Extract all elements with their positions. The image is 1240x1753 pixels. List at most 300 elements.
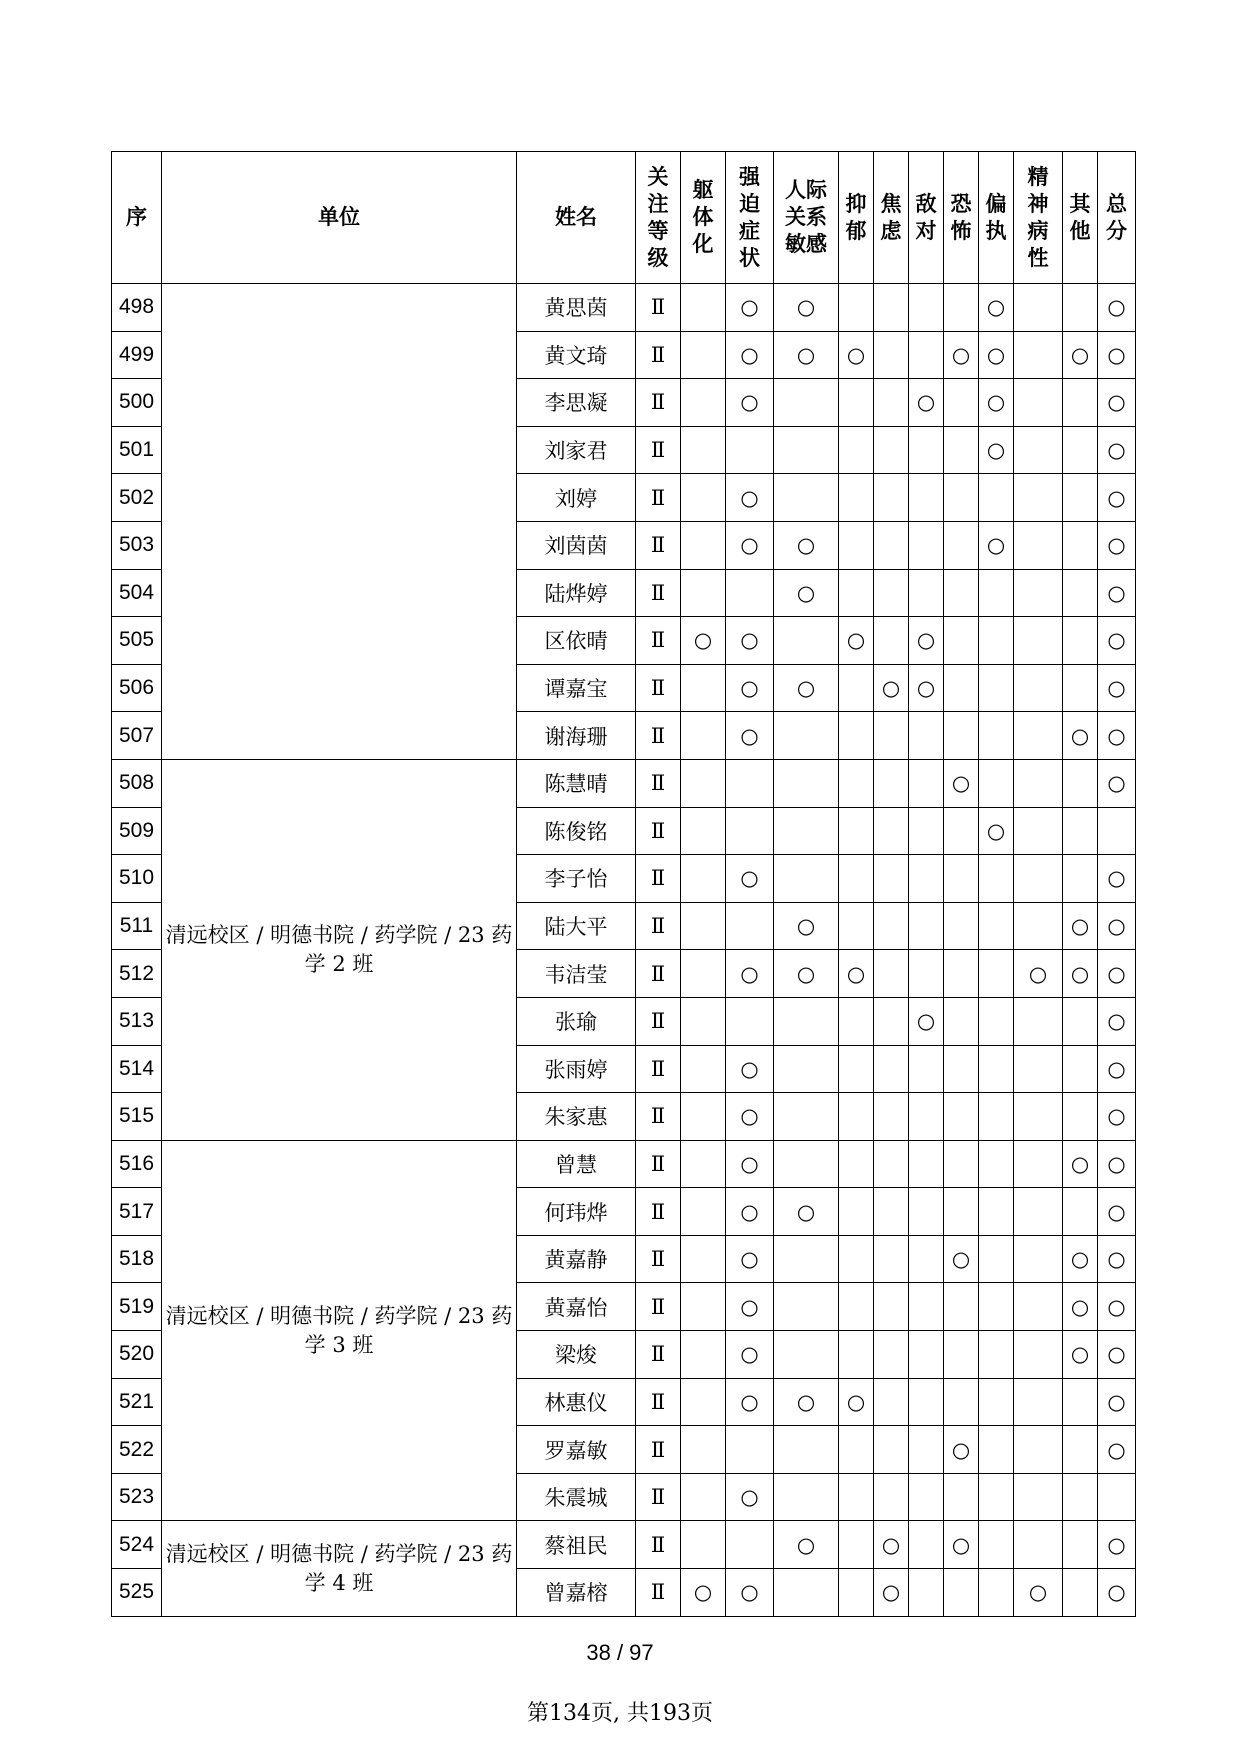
grade-cell: Ⅱ xyxy=(636,1235,681,1283)
mark-cell xyxy=(839,1331,874,1379)
seq-cell: 506 xyxy=(112,664,162,712)
mark-cell xyxy=(874,1473,909,1521)
mark-cell xyxy=(1014,1521,1063,1569)
mark-cell: ○ xyxy=(726,1331,774,1379)
mark-cell xyxy=(774,379,839,427)
mark-cell xyxy=(774,1235,839,1283)
header-unit xyxy=(162,152,517,284)
mark-cell xyxy=(944,521,979,569)
name-cell: 张瑜 xyxy=(517,997,636,1045)
mark-cell: ○ xyxy=(979,426,1014,474)
mark-cell xyxy=(979,1521,1014,1569)
name-cell: 陈慧晴 xyxy=(517,759,636,807)
mark-cell: ○ xyxy=(1098,474,1136,522)
attention-table xyxy=(111,151,1136,1617)
mark-cell xyxy=(726,426,774,474)
seq-cell: 514 xyxy=(112,1045,162,1093)
header-line: 病 xyxy=(1027,218,1049,243)
header-line: 注 xyxy=(647,191,669,216)
mark-cell xyxy=(874,617,909,665)
mark-cell xyxy=(909,474,944,522)
header-depression xyxy=(839,152,874,284)
name-cell: 刘茵茵 xyxy=(517,521,636,569)
header-line: 精 xyxy=(1027,164,1049,189)
mark-cell xyxy=(874,331,909,379)
mark-cell xyxy=(1063,426,1098,474)
mark-cell: ○ xyxy=(726,1188,774,1236)
mark-cell xyxy=(874,284,909,332)
mark-cell xyxy=(839,855,874,903)
mark-cell: ○ xyxy=(839,331,874,379)
mark-cell xyxy=(839,474,874,522)
mark-cell xyxy=(1014,902,1063,950)
mark-cell: ○ xyxy=(726,1378,774,1426)
mark-cell xyxy=(839,1473,874,1521)
mark-cell: ○ xyxy=(1098,950,1136,998)
mark-cell xyxy=(726,807,774,855)
mark-cell xyxy=(874,807,909,855)
mark-cell xyxy=(979,1569,1014,1617)
mark-cell xyxy=(774,1283,839,1331)
grade-cell: Ⅱ xyxy=(636,331,681,379)
mark-cell: ○ xyxy=(774,664,839,712)
mark-cell xyxy=(909,902,944,950)
mark-cell xyxy=(979,1045,1014,1093)
mark-cell xyxy=(944,1378,979,1426)
seq-cell: 523 xyxy=(112,1473,162,1521)
mark-cell xyxy=(839,1188,874,1236)
seq-cell: 510 xyxy=(112,855,162,903)
header-interpersonal xyxy=(774,152,839,284)
header-line: 性 xyxy=(1027,245,1049,270)
mark-cell: ○ xyxy=(979,284,1014,332)
header-line: 体 xyxy=(692,205,714,229)
mark-cell xyxy=(1014,855,1063,903)
name-cell: 朱震城 xyxy=(517,1473,636,1521)
mark-cell: ○ xyxy=(1098,1521,1136,1569)
mark-cell: ○ xyxy=(1063,1283,1098,1331)
mark-cell xyxy=(1063,664,1098,712)
mark-cell: ○ xyxy=(726,1569,774,1617)
mark-cell xyxy=(944,426,979,474)
mark-cell xyxy=(774,855,839,903)
mark-cell xyxy=(874,1283,909,1331)
mark-cell: ○ xyxy=(1098,1140,1136,1188)
seq-cell: 503 xyxy=(112,521,162,569)
mark-cell xyxy=(774,617,839,665)
mark-cell xyxy=(839,284,874,332)
mark-cell: ○ xyxy=(909,379,944,427)
name-cell: 李思凝 xyxy=(517,379,636,427)
seq-cell: 500 xyxy=(112,379,162,427)
grade-cell: Ⅱ xyxy=(636,1045,681,1093)
mark-cell xyxy=(944,1093,979,1141)
unit-cell: 清远校区 / 明德书院 / 药学院 / 23 药学 2 班 xyxy=(162,759,517,1140)
header-line: 怖 xyxy=(950,218,972,243)
seq-cell: 513 xyxy=(112,997,162,1045)
mark-cell: ○ xyxy=(944,1235,979,1283)
mark-cell xyxy=(681,1521,726,1569)
mark-cell xyxy=(1063,474,1098,522)
mark-cell xyxy=(909,759,944,807)
seq-cell: 498 xyxy=(112,284,162,332)
mark-cell: ○ xyxy=(874,1569,909,1617)
grade-cell: Ⅱ xyxy=(636,855,681,903)
mark-cell xyxy=(874,569,909,617)
mark-cell: ○ xyxy=(874,664,909,712)
mark-cell xyxy=(774,1331,839,1379)
header-line: 关 xyxy=(647,164,669,189)
mark-cell xyxy=(874,1378,909,1426)
mark-cell xyxy=(944,712,979,760)
mark-cell: ○ xyxy=(1098,1283,1136,1331)
header-line: 症 xyxy=(739,218,760,243)
mark-cell xyxy=(1014,1426,1063,1474)
mark-cell xyxy=(944,950,979,998)
mark-cell xyxy=(979,569,1014,617)
mark-cell xyxy=(681,474,726,522)
mark-cell xyxy=(874,1140,909,1188)
mark-cell xyxy=(1063,1569,1098,1617)
mark-cell xyxy=(874,1235,909,1283)
mark-cell xyxy=(874,1045,909,1093)
mark-cell xyxy=(909,331,944,379)
seq-cell: 524 xyxy=(112,1521,162,1569)
mark-cell xyxy=(909,284,944,332)
mark-cell xyxy=(1063,1188,1098,1236)
mark-cell xyxy=(874,855,909,903)
mark-cell xyxy=(726,1521,774,1569)
mark-cell xyxy=(1014,712,1063,760)
mark-cell xyxy=(839,1569,874,1617)
seq-cell: 518 xyxy=(112,1235,162,1283)
mark-cell: ○ xyxy=(874,1521,909,1569)
mark-cell xyxy=(1014,759,1063,807)
mark-cell xyxy=(681,1473,726,1521)
mark-cell: ○ xyxy=(1014,1569,1063,1617)
grade-cell: Ⅱ xyxy=(636,1140,681,1188)
grade-cell: Ⅱ xyxy=(636,1569,681,1617)
mark-cell xyxy=(874,759,909,807)
mark-cell: ○ xyxy=(909,664,944,712)
mark-cell xyxy=(839,521,874,569)
mark-cell xyxy=(1014,1331,1063,1379)
name-cell: 黄思茵 xyxy=(517,284,636,332)
seq-cell: 508 xyxy=(112,759,162,807)
mark-cell: ○ xyxy=(1098,902,1136,950)
seq-cell: 516 xyxy=(112,1140,162,1188)
seq-cell: 504 xyxy=(112,569,162,617)
mark-cell: ○ xyxy=(774,950,839,998)
mark-cell: ○ xyxy=(726,950,774,998)
mark-cell: ○ xyxy=(774,902,839,950)
mark-cell: ○ xyxy=(726,712,774,760)
mark-cell xyxy=(874,1426,909,1474)
header-obsessive xyxy=(726,152,774,284)
mark-cell xyxy=(681,1283,726,1331)
mark-cell xyxy=(839,1283,874,1331)
mark-cell: ○ xyxy=(1063,1235,1098,1283)
header-line: 对 xyxy=(915,218,937,243)
mark-cell xyxy=(681,997,726,1045)
seq-cell: 512 xyxy=(112,950,162,998)
mark-cell xyxy=(874,997,909,1045)
mark-cell: ○ xyxy=(944,1426,979,1474)
name-cell: 区依晴 xyxy=(517,617,636,665)
mark-cell xyxy=(1063,1045,1098,1093)
grade-cell: Ⅱ xyxy=(636,569,681,617)
mark-cell xyxy=(774,807,839,855)
mark-cell: ○ xyxy=(1098,379,1136,427)
mark-cell xyxy=(1014,426,1063,474)
mark-cell: ○ xyxy=(979,521,1014,569)
mark-cell xyxy=(681,712,726,760)
grade-cell: Ⅱ xyxy=(636,1378,681,1426)
header-line: 总 xyxy=(1106,191,1127,216)
mark-cell xyxy=(909,855,944,903)
mark-cell xyxy=(944,1569,979,1617)
seq-cell: 502 xyxy=(112,474,162,522)
table-row xyxy=(112,284,1136,332)
mark-cell: ○ xyxy=(944,759,979,807)
mark-cell xyxy=(909,1521,944,1569)
mark-cell: ○ xyxy=(774,331,839,379)
mark-cell xyxy=(681,1093,726,1141)
seq-cell: 517 xyxy=(112,1188,162,1236)
grade-cell: Ⅱ xyxy=(636,379,681,427)
mark-cell: ○ xyxy=(726,521,774,569)
header-seq xyxy=(112,152,162,284)
grade-cell: Ⅱ xyxy=(636,664,681,712)
mark-cell xyxy=(944,664,979,712)
mark-cell: ○ xyxy=(726,617,774,665)
header-paranoid xyxy=(979,152,1014,284)
mark-cell: ○ xyxy=(726,474,774,522)
mark-cell xyxy=(681,1331,726,1379)
name-cell: 罗嘉敏 xyxy=(517,1426,636,1474)
name-cell: 林惠仪 xyxy=(517,1378,636,1426)
mark-cell xyxy=(839,1426,874,1474)
mark-cell: ○ xyxy=(1098,426,1136,474)
mark-cell: ○ xyxy=(1063,331,1098,379)
mark-cell xyxy=(681,379,726,427)
mark-cell xyxy=(979,855,1014,903)
mark-cell xyxy=(944,284,979,332)
mark-cell xyxy=(839,1521,874,1569)
header-line: 执 xyxy=(985,218,1007,243)
mark-cell xyxy=(979,997,1014,1045)
mark-cell xyxy=(874,426,909,474)
mark-cell xyxy=(1063,807,1098,855)
mark-cell xyxy=(774,1473,839,1521)
mark-cell xyxy=(909,1045,944,1093)
mark-cell xyxy=(1014,997,1063,1045)
mark-cell xyxy=(874,521,909,569)
seq-cell: 525 xyxy=(112,1569,162,1617)
name-cell: 谭嘉宝 xyxy=(517,664,636,712)
mark-cell xyxy=(839,664,874,712)
mark-cell xyxy=(979,1188,1014,1236)
seq-cell: 509 xyxy=(112,807,162,855)
mark-cell xyxy=(979,902,1014,950)
mark-cell: ○ xyxy=(774,521,839,569)
mark-cell xyxy=(681,664,726,712)
name-cell: 曾嘉榕 xyxy=(517,1569,636,1617)
mark-cell xyxy=(681,1378,726,1426)
mark-cell xyxy=(979,664,1014,712)
mark-cell xyxy=(839,1235,874,1283)
mark-cell xyxy=(774,997,839,1045)
header-line: 等 xyxy=(647,218,669,243)
mark-cell xyxy=(839,759,874,807)
mark-cell xyxy=(1063,997,1098,1045)
name-cell: 谢海珊 xyxy=(517,712,636,760)
header-somatization xyxy=(681,152,726,284)
mark-cell xyxy=(774,1569,839,1617)
mark-cell xyxy=(979,1283,1014,1331)
mark-cell xyxy=(944,474,979,522)
seq-cell: 501 xyxy=(112,426,162,474)
mark-cell xyxy=(944,379,979,427)
mark-cell xyxy=(839,426,874,474)
mark-cell: ○ xyxy=(1098,759,1136,807)
grade-cell: Ⅱ xyxy=(636,426,681,474)
header-hostility xyxy=(909,152,944,284)
mark-cell xyxy=(979,1473,1014,1521)
mark-cell xyxy=(1063,379,1098,427)
mark-cell xyxy=(909,1331,944,1379)
mark-cell: ○ xyxy=(909,997,944,1045)
mark-cell xyxy=(979,1140,1014,1188)
table-body xyxy=(112,284,1136,1617)
mark-cell xyxy=(1014,331,1063,379)
mark-cell xyxy=(1014,807,1063,855)
mark-cell: ○ xyxy=(726,1045,774,1093)
unit-cell: 清远校区 / 明德书院 / 药学院 / 23 药学 4 班 xyxy=(162,1521,517,1616)
mark-cell: ○ xyxy=(726,284,774,332)
mark-cell xyxy=(839,712,874,760)
mark-cell xyxy=(726,997,774,1045)
mark-cell xyxy=(1014,1235,1063,1283)
mark-cell xyxy=(839,807,874,855)
mark-cell xyxy=(944,1045,979,1093)
mark-cell xyxy=(681,426,726,474)
mark-cell: ○ xyxy=(726,379,774,427)
mark-cell: ○ xyxy=(774,1378,839,1426)
grade-cell: Ⅱ xyxy=(636,712,681,760)
mark-cell: ○ xyxy=(1098,1045,1136,1093)
mark-cell xyxy=(681,855,726,903)
mark-cell xyxy=(681,331,726,379)
mark-cell xyxy=(1063,1521,1098,1569)
mark-cell xyxy=(839,997,874,1045)
mark-cell xyxy=(839,1140,874,1188)
mark-cell xyxy=(774,712,839,760)
mark-cell xyxy=(909,1235,944,1283)
mark-cell xyxy=(1014,1283,1063,1331)
mark-cell xyxy=(681,1045,726,1093)
grade-cell: Ⅱ xyxy=(636,902,681,950)
mark-cell xyxy=(1014,379,1063,427)
mark-cell xyxy=(944,1188,979,1236)
mark-cell xyxy=(874,1188,909,1236)
mark-cell xyxy=(874,950,909,998)
mark-cell: ○ xyxy=(1098,331,1136,379)
name-cell: 刘家君 xyxy=(517,426,636,474)
mark-cell xyxy=(979,1093,1014,1141)
mark-cell xyxy=(909,1188,944,1236)
mark-cell: ○ xyxy=(1063,712,1098,760)
grade-cell: Ⅱ xyxy=(636,284,681,332)
header-phobic xyxy=(944,152,979,284)
header-line: 姓名 xyxy=(555,205,597,229)
mark-cell: ○ xyxy=(681,1569,726,1617)
mark-cell xyxy=(909,1378,944,1426)
mark-cell xyxy=(909,569,944,617)
mark-cell xyxy=(1014,1093,1063,1141)
mark-cell xyxy=(839,379,874,427)
mark-cell: ○ xyxy=(726,1140,774,1188)
mark-cell xyxy=(681,284,726,332)
mark-cell xyxy=(839,1093,874,1141)
header-anxiety xyxy=(874,152,909,284)
mark-cell xyxy=(1063,1473,1098,1521)
mark-cell: ○ xyxy=(1063,902,1098,950)
name-cell: 黄嘉怡 xyxy=(517,1283,636,1331)
mark-cell xyxy=(839,902,874,950)
grade-cell: Ⅱ xyxy=(636,521,681,569)
mark-cell xyxy=(909,950,944,998)
mark-cell xyxy=(874,474,909,522)
mark-cell xyxy=(874,1093,909,1141)
name-cell: 李子怡 xyxy=(517,855,636,903)
mark-cell xyxy=(944,1473,979,1521)
mark-cell: ○ xyxy=(1098,1093,1136,1141)
mark-cell xyxy=(1014,1378,1063,1426)
mark-cell xyxy=(1063,1426,1098,1474)
mark-cell: ○ xyxy=(774,1521,839,1569)
mark-cell xyxy=(909,1283,944,1331)
mark-cell: ○ xyxy=(839,617,874,665)
table-row xyxy=(112,759,1136,807)
name-cell: 何玮烨 xyxy=(517,1188,636,1236)
grade-cell: Ⅱ xyxy=(636,1473,681,1521)
mark-cell xyxy=(979,1235,1014,1283)
name-cell: 陈俊铭 xyxy=(517,807,636,855)
mark-cell xyxy=(944,855,979,903)
grade-cell: Ⅱ xyxy=(636,1283,681,1331)
name-cell: 梁焌 xyxy=(517,1331,636,1379)
mark-cell xyxy=(944,1140,979,1188)
mark-cell xyxy=(1014,474,1063,522)
mark-cell xyxy=(774,1045,839,1093)
header-line: 焦 xyxy=(880,191,902,216)
mark-cell xyxy=(874,712,909,760)
mark-cell xyxy=(681,569,726,617)
name-cell: 陆大平 xyxy=(517,902,636,950)
mark-cell xyxy=(726,902,774,950)
mark-cell: ○ xyxy=(1098,712,1136,760)
seq-cell: 511 xyxy=(112,902,162,950)
header-line: 其 xyxy=(1069,191,1091,216)
mark-cell xyxy=(944,1331,979,1379)
mark-cell xyxy=(681,1188,726,1236)
mark-cell: ○ xyxy=(726,1235,774,1283)
mark-cell xyxy=(681,1235,726,1283)
mark-cell xyxy=(909,1426,944,1474)
mark-cell xyxy=(1014,664,1063,712)
header-line: 序 xyxy=(126,205,147,229)
